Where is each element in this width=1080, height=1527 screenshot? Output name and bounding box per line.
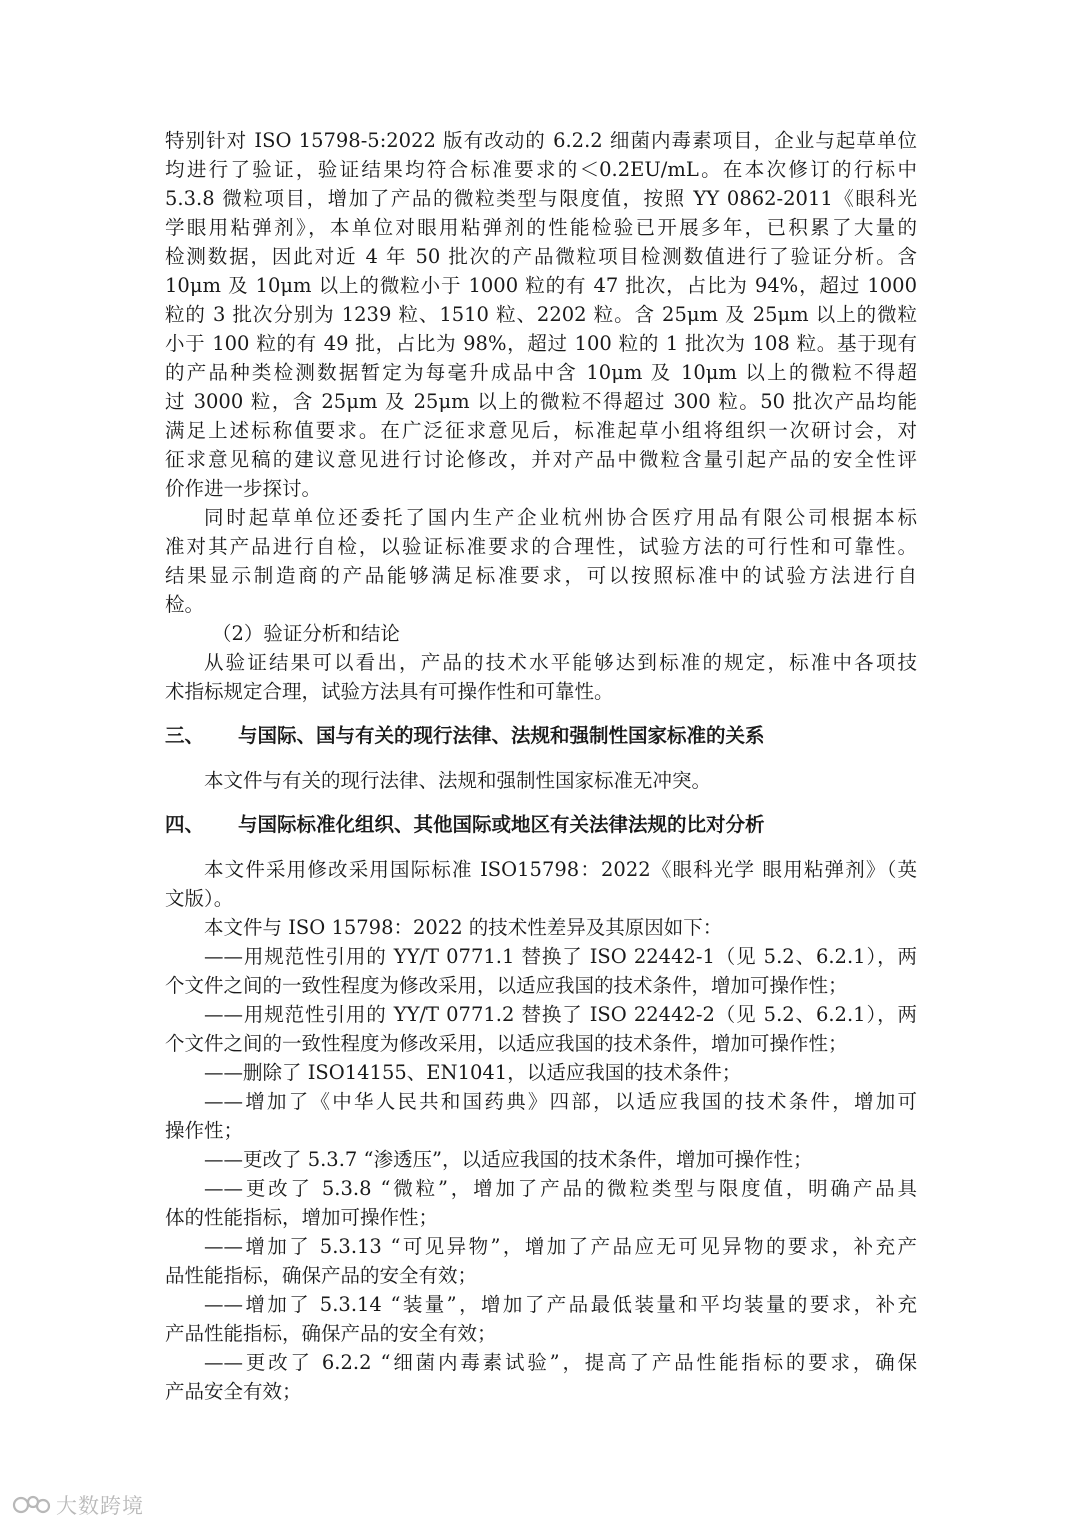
text-line: 特别针对 ISO 15798-5:2022 版有改动的 6.2.2 细菌内毒素项目，企业与起草单位 [165, 129, 917, 152]
text-line: 满足上述标称值要求。在广泛征求意见后，标准起草小组将组织一次研讨会，对 [165, 419, 917, 442]
text-line: 准对其产品进行自检，以验证标准要求的合理性，试验方法的可行性和可靠性。 [165, 535, 917, 558]
text-line: 体的性能指标，增加可操作性； [165, 1206, 439, 1229]
section-number: 三、 [165, 724, 205, 747]
section-heading-3 [165, 716, 917, 756]
text-line: 个文件之间的一致性程度为修改采用，以适应我国的技术条件，增加可操作性； [165, 1032, 848, 1055]
text-line: 操作性； [165, 1119, 244, 1142]
text-line: ——更改了 5.3.7 “渗透压”，以适应我国的技术条件，增加可操作性； [204, 1148, 813, 1171]
text-line: ——更改了 6.2.2 “细菌内毒素试验”，提高了产品性能指标的要求，确保 [204, 1351, 917, 1374]
paragraph-self-inspection [165, 503, 917, 619]
section-title: 与国际、国与有关的现行法律、法规和强制性国家标准的关系 [238, 724, 765, 747]
list-item [165, 1232, 917, 1290]
list-item [165, 1058, 917, 1087]
list-item [165, 1000, 917, 1058]
text-line: 5.3.8 微粒项目，增加了产品的微粒类型与限度值，按照 YY 0862-2011《眼科光 [165, 187, 917, 210]
text-line: 均进行了验证，验证结果均符合标准要求的＜0.2EU/mL。在本次修订的行标中 [165, 158, 917, 181]
text-line: ——用规范性引用的 YY/T 0771.1 替换了 ISO 22442-1（见 5.2、6.2.1），两 [204, 945, 917, 968]
text-line: 学眼用粘弹剂》，本单位对眼用粘弹剂的性能检验已开展多年，已积累了大量的 [165, 216, 917, 239]
text-line: 征求意见稿的建议意见进行讨论修改，并对产品中微粒含量引起产品的安全性评 [165, 448, 917, 471]
subheading-verification-analysis: （2）验证分析和结论 [212, 622, 400, 645]
paragraph-verification-details [165, 126, 917, 503]
section-heading-4 [165, 805, 917, 845]
section-3-body: 本文件与有关的现行法律、法规和强制性国家标准无冲突。 [204, 769, 712, 792]
text-line: 价作进一步探讨。 [165, 477, 322, 500]
difference-list [165, 942, 917, 1406]
list-item [165, 1145, 917, 1174]
text-line: 结果显示制造商的产品能够满足标准要求，可以按照标准中的试验方法进行自 [165, 564, 917, 587]
text-line: 从验证结果可以看出，产品的技术水平能够达到标准的规定，标准中各项技 [204, 651, 917, 674]
text-line: 过 3000 粒，含 25μm 及 25μm 以上的微粒不得超过 300 粒。50 批次产品均能 [165, 390, 917, 413]
list-item [165, 1290, 917, 1348]
text-line: 小于 100 粒的有 49 批，占比为 98%，超过 100 粒的 1 批次为 108 粒。基于现有 [165, 332, 917, 355]
logo-icon [12, 1493, 52, 1517]
text-line: 的产品种类检测数据暂定为每毫升成品中含 10μm 及 10μm 以上的微粒不得超 [165, 361, 917, 384]
text-line: 检。 [165, 593, 205, 616]
text-line: ——增加了 5.3.14 “装量”，增加了产品最低装量和平均装量的要求，补充 [204, 1293, 917, 1316]
text-line: 粒的 3 批次分别为 1239 粒、1510 粒、2202 粒。含 25μm 及 25μm 以上的微粒 [165, 303, 917, 326]
list-item [165, 1174, 917, 1232]
text-line: ——删除了 ISO14155、EN1041，以适应我国的技术条件； [204, 1061, 742, 1084]
paragraph-conclusion [165, 648, 917, 706]
list-item [165, 1348, 917, 1406]
section-title: 与国际标准化组织、其他国际或地区有关法律法规的比对分析 [238, 813, 765, 836]
text-line: 10μm 及 10μm 以上的微粒小于 1000 粒的有 47 批次，占比为 94%，超过 1000 [165, 274, 917, 297]
text-line: 品性能指标，确保产品的安全有效； [165, 1264, 478, 1287]
section-4-intro [165, 855, 917, 913]
list-item [165, 942, 917, 1000]
text-line: 产品安全有效； [165, 1380, 302, 1403]
text-line: 个文件之间的一致性程度为修改采用，以适应我国的技术条件，增加可操作性； [165, 974, 848, 997]
text-line: 本文件采用修改采用国际标准 ISO15798：2022《眼科光学 眼用粘弹剂》（英 [204, 858, 917, 881]
text-line: 检测数据，因此对近 4 年 50 批次的产品微粒项目检测数值进行了验证分析。含 [165, 245, 917, 268]
text-line: ——增加了 5.3.13 “可见异物”，增加了产品应无可见异物的要求，补充产 [204, 1235, 917, 1258]
section-4-diff-intro: 本文件与 ISO 15798：2022 的技术性差异及其原因如下： [204, 916, 723, 939]
text-line: ——增加了《中华人民共和国药典》四部，以适应我国的技术条件，增加可 [204, 1090, 917, 1113]
watermark-text: 大数跨境 [56, 1494, 144, 1518]
section-number: 四、 [165, 813, 205, 836]
text-line: ——更改了 5.3.8 “微粒”，增加了产品的微粒类型与限度值，明确产品具 [204, 1177, 917, 1200]
text-line: 同时起草单位还委托了国内生产企业杭州协合医疗用品有限公司根据本标 [204, 506, 917, 529]
text-line: 产品性能指标，确保产品的安全有效； [165, 1322, 497, 1345]
text-line: ——用规范性引用的 YY/T 0771.2 替换了 ISO 22442-2（见 5.2、6.2.1），两 [204, 1003, 917, 1026]
list-item [165, 1087, 917, 1145]
document-body [165, 126, 917, 1406]
text-line: 文版）。 [165, 887, 234, 910]
watermark [12, 1490, 144, 1520]
text-line: 术指标规定合理，试验方法具有可操作性和可靠性。 [165, 680, 614, 703]
